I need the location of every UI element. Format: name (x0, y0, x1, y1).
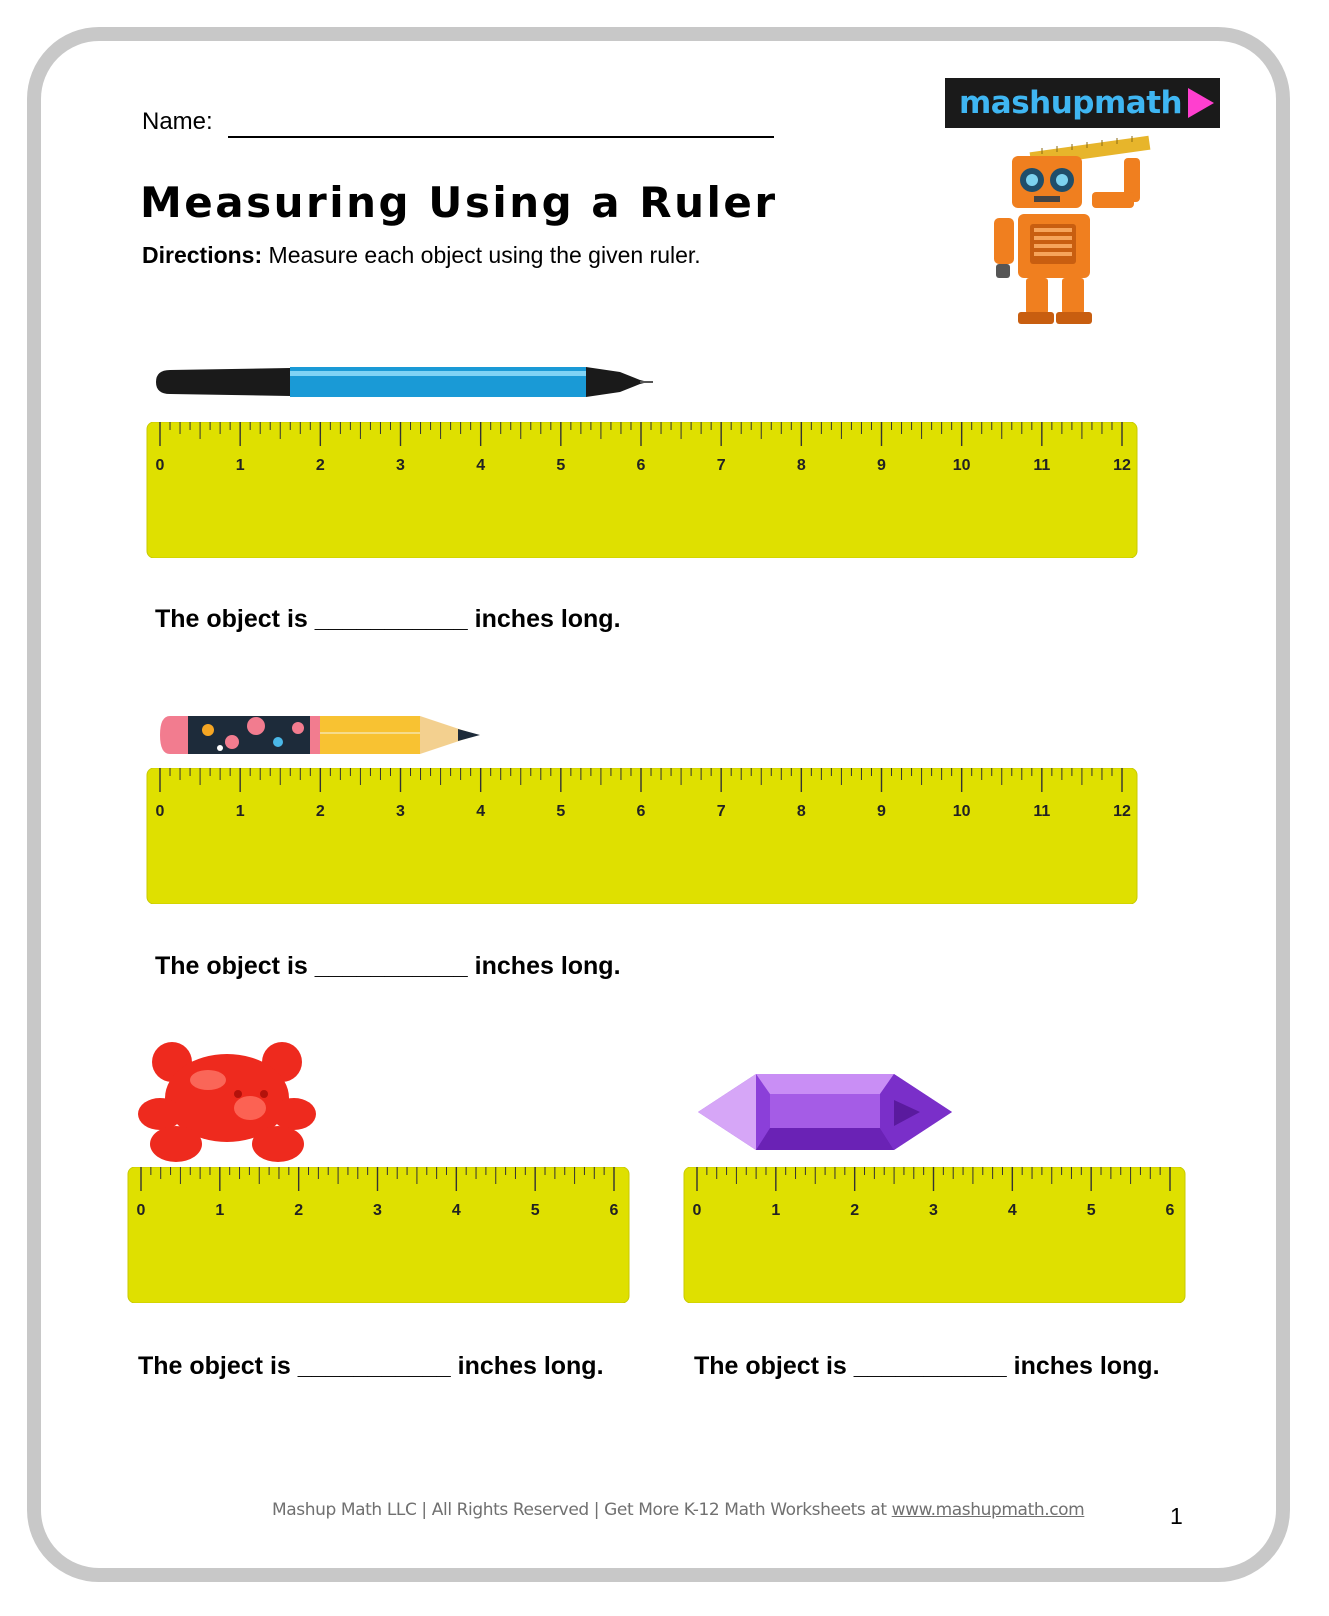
ruler-label: 3 (929, 1202, 938, 1219)
footer (272, 1500, 1084, 1520)
ruler-label: 8 (796, 457, 806, 474)
ruler-6-inch (683, 1167, 1186, 1308)
ruler-label: 8 (796, 803, 806, 820)
ruler-label: 10 (952, 803, 971, 820)
ruler-label: 6 (1165, 1202, 1175, 1219)
ruler-label: 5 (1086, 1202, 1096, 1219)
answer-line-1 (155, 605, 621, 634)
ruler-6-inch (127, 1167, 630, 1308)
logo-text: mashupmath (959, 85, 1183, 121)
ruler-body (147, 422, 1137, 558)
ruler-label: 4 (1007, 1202, 1017, 1219)
answer-suffix: inches long. (1013, 1352, 1160, 1380)
pencil-icon (158, 712, 488, 758)
ruler-label: 10 (952, 457, 971, 474)
answer-prefix: The object is (694, 1352, 847, 1380)
answer-prefix: The object is (138, 1352, 291, 1380)
answer-line-3 (138, 1352, 604, 1381)
ruler-label: 0 (692, 1202, 702, 1219)
page-number: 1 (1170, 1503, 1183, 1529)
directions-label: Directions: (142, 242, 263, 268)
answer-prefix: The object is (155, 605, 308, 633)
ruler-label: 11 (1033, 457, 1051, 474)
answer-blank[interactable]: ___________ (314, 605, 468, 633)
ruler-label: 3 (396, 803, 405, 820)
ruler-label: 0 (136, 1202, 146, 1219)
ruler-12-inch (146, 768, 1138, 909)
ruler-label: 5 (530, 1202, 540, 1219)
ruler-12-inch (146, 422, 1138, 563)
worksheet-title: Measuring Using a Ruler (140, 178, 778, 227)
answer-suffix: inches long. (457, 1352, 604, 1380)
ruler-label: 2 (315, 457, 325, 474)
pen-icon (150, 360, 654, 404)
answer-blank[interactable]: ___________ (297, 1352, 451, 1380)
name-field[interactable] (228, 136, 774, 138)
ruler-label: 1 (771, 1202, 781, 1219)
answer-suffix: inches long. (474, 952, 621, 980)
ruler-label: 5 (556, 457, 566, 474)
ruler-label: 6 (636, 457, 646, 474)
ruler-label: 5 (556, 803, 566, 820)
ruler-label: 4 (476, 803, 486, 820)
ruler-label: 0 (155, 457, 165, 474)
ruler-label: 11 (1033, 803, 1051, 820)
ruler-label: 3 (373, 1202, 382, 1219)
ruler-label: 4 (476, 457, 486, 474)
ruler-label: 2 (315, 803, 325, 820)
answer-blank[interactable]: ___________ (314, 952, 468, 980)
name-label: Name: (142, 108, 213, 135)
answer-suffix: inches long. (474, 605, 621, 633)
play-icon (1188, 88, 1214, 118)
ruler-body (684, 1167, 1185, 1303)
answer-line-4 (694, 1352, 1160, 1381)
ruler-label: 0 (155, 803, 165, 820)
ruler-body (147, 768, 1137, 904)
ruler-label: 6 (636, 803, 646, 820)
ruler-label: 7 (716, 803, 726, 820)
ruler-label: 1 (215, 1202, 225, 1219)
gummy-bear-icon (138, 1040, 316, 1164)
ruler-label: 2 (850, 1202, 860, 1219)
footer-link[interactable]: www.mashupmath.com (891, 1500, 1085, 1520)
directions-text: Measure each object using the given ruler. (268, 242, 701, 268)
ruler-label: 12 (1113, 457, 1131, 474)
ruler-label: 4 (451, 1202, 461, 1219)
answer-line-2 (155, 952, 621, 981)
answer-prefix: The object is (155, 952, 308, 980)
answer-blank[interactable]: ___________ (853, 1352, 1007, 1380)
ruler-label: 6 (609, 1202, 619, 1219)
ruler-label: 2 (294, 1202, 304, 1219)
ruler-label: 9 (877, 457, 886, 474)
directions (142, 242, 701, 269)
crystal-icon (694, 1070, 956, 1154)
ruler-label: 12 (1113, 803, 1131, 820)
ruler-body (128, 1167, 629, 1303)
robot-icon (972, 118, 1188, 332)
ruler-label: 9 (877, 803, 886, 820)
ruler-label: 7 (716, 457, 726, 474)
footer-text: Mashup Math LLC | All Rights Reserved | Get More K-12 Math Worksheets at (272, 1500, 892, 1520)
ruler-label: 1 (235, 457, 245, 474)
ruler-label: 3 (396, 457, 405, 474)
ruler-label: 1 (235, 803, 245, 820)
